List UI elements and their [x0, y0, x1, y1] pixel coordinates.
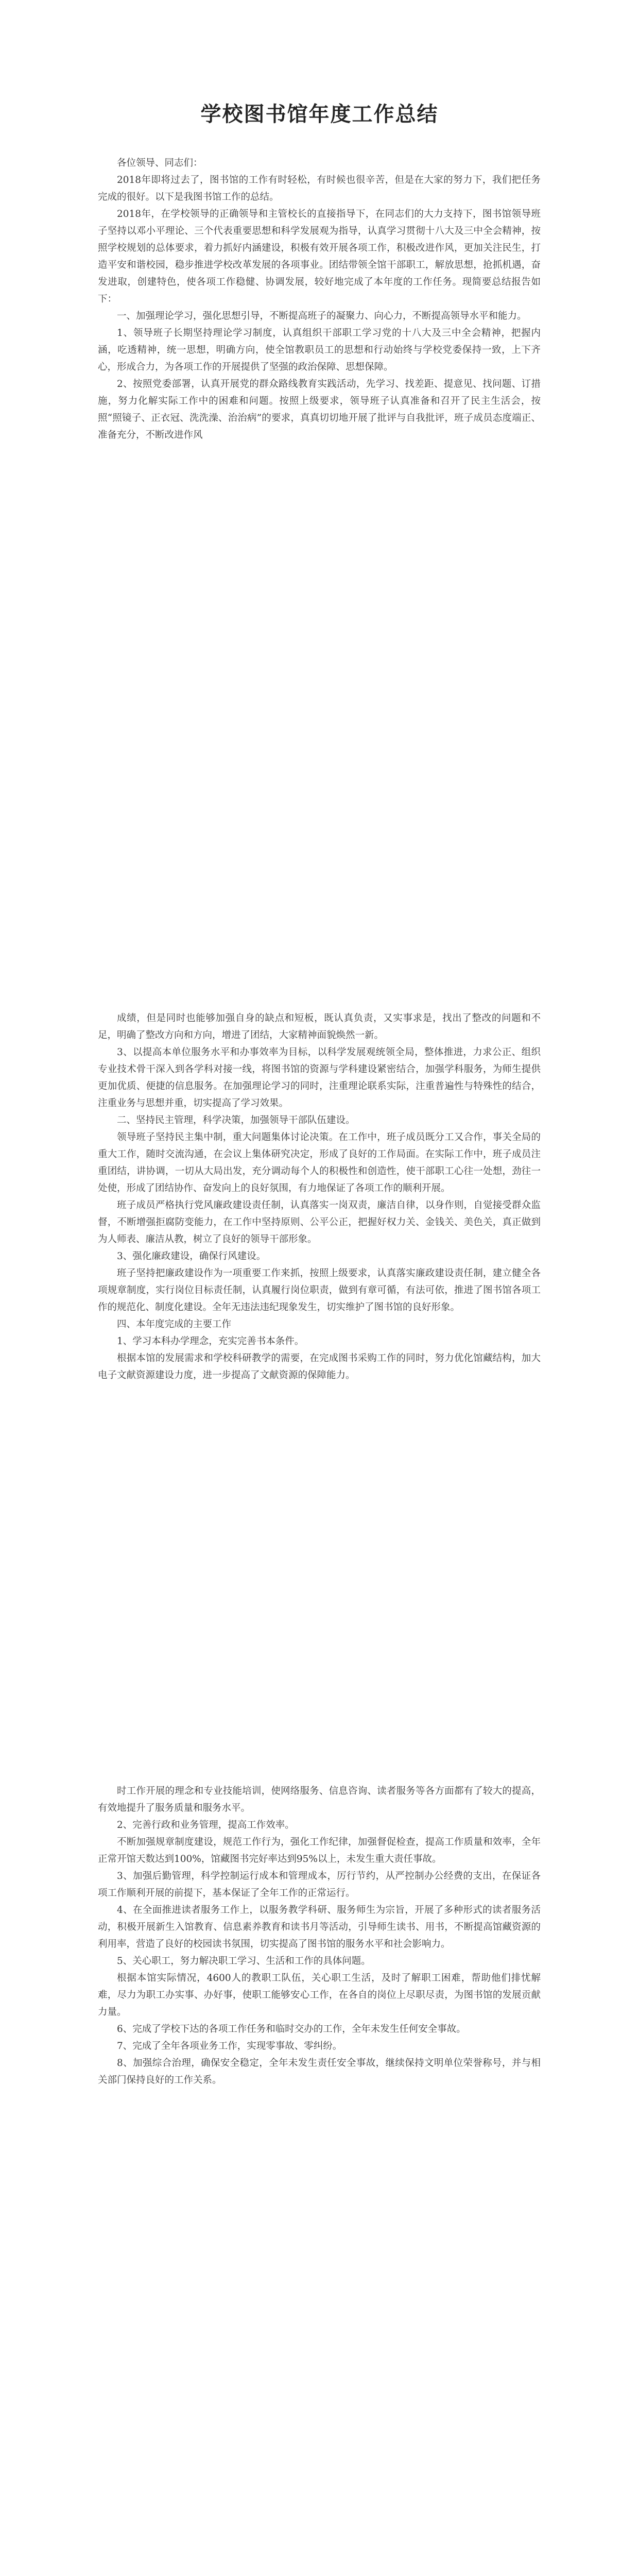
document-section-2: [98, 1010, 541, 1384]
paragraph: 5、关心职工，努力解决职工学习、生活和工作的具体问题。: [117, 1956, 371, 1967]
paragraph: 班子坚持把廉政建设作为一项重要工作来抓，按照上级要求，认真落实廉政建设责任制，建立健全各项规章制度，实行岗位目标责任制，认真履行岗位职责，做到有章可循，有法可依，推进了图书馆各项工作的规范化、制度化建设。全年无违法违纪现象发生，切实维护了图书馆的良好形象。: [98, 1268, 541, 1313]
document-section-3: [98, 1783, 541, 2089]
paragraph: 四、本年度完成的主要工作: [117, 1319, 232, 1330]
paragraph: 4、在全面推进读者服务工作上，以服务教学科研、服务师生为宗旨，开展了多种形式的读者服务活动，积极开展新生入馆教育、信息素养教育和读书月等活动，引导师生读书、用书，不断提高馆藏资源的利用率，营造了良好的校园读书氛围，切实提高了图书馆的服务水平和社会影响力。: [98, 1905, 541, 1950]
paragraph: 3、强化廉政建设，确保行风建设。: [117, 1251, 266, 1262]
paragraph: 各位领导、同志们：: [117, 158, 203, 168]
paragraph: 1、领导班子长期坚持理论学习制度，认真组织干部职工学习党的十八大及三中全会精神，把握内涵，吃透精神，统一思想，明确方向，使全馆教职员工的思想和行动始终与学校党委保持一致，上下齐心，形成合力，为各项工作的开展提供了坚强的政治保障、思想保障。: [98, 328, 541, 372]
document-section-1: [98, 155, 541, 444]
paragraph: 根据本馆的发展需求和学校科研教学的需要，在完成图书采购工作的同时，努力优化馆藏结构，加大电子文献资源建设力度，进一步提高了文献资源的保障能力。: [98, 1353, 541, 1381]
paragraph: 6、完成了学校下达的各项工作任务和临时交办的工作，全年未发生任何安全事故。: [117, 2024, 466, 2035]
paragraph: 8、加强综合治理，确保安全稳定，全年未发生责任安全事故，继续保持文明单位荣誉称号，并与相关部门保持良好的工作关系。: [98, 2058, 541, 2086]
paragraph: 时工作开展的理念和专业技能培训，使网络服务、信息咨询、读者服务等各方面都有了较大的提高，有效地提升了服务质量和服务水平。: [98, 1786, 541, 1814]
paragraph: 不断加强规章制度建设，规范工作行为，强化工作纪律，加强督促检查，提高工作质量和效率，全年正常开馆天数达到100%，馆藏图书完好率达到95%以上，未发生重大责任事故。: [98, 1837, 541, 1865]
paragraph: 成绩，但是同时也能够加强自身的缺点和短板，既认真负责，又实事求是，找出了整改的问题和不足，明确了整改方向和方向，增进了团结，大家精神面貌焕然一新。: [98, 1013, 541, 1041]
page-title: 学校图书馆年度工作总结: [200, 102, 439, 126]
paragraph: 班子成员严格执行党风廉政建设责任制，认真落实一岗双责，廉洁自律，以身作则，自觉接受群众监督，不断增强拒腐防变能力，在工作中坚持原则、公平公正，把握好权力关、金钱关、美色关，真正做到为人师表、廉洁从教，树立了良好的领导干部形象。: [98, 1200, 541, 1245]
paragraph: 二、坚持民主管理，科学决策，加强领导干部队伍建设。: [117, 1115, 355, 1126]
paragraph: 根据本馆实际情况，4600人的教职工队伍，关心职工生活，及时了解职工困难，帮助他们排忧解难，尽力为职工办实事、办好事，使职工能够安心工作，在各自的岗位上尽职尽责，为图书馆的发展贡献力量。: [98, 1973, 541, 2018]
paragraph: 7、完成了全年各项业务工作，实现零事故、零纠纷。: [117, 2041, 342, 2052]
paragraph: 3、加强后勤管理，科学控制运行成本和管理成本，厉行节约，从严控制办公经费的支出，在保证各项工作顺利开展的前提下，基本保证了全年工作的正常运行。: [98, 1871, 541, 1899]
paragraph: 2、完善行政和业务管理，提高工作效率。: [117, 1820, 295, 1831]
paragraph: 一、加强理论学习，强化思想引导，不断提高班子的凝聚力、向心力，不断提高领导水平和能力。: [117, 311, 527, 321]
paragraph: 1、学习本科办学理念，充实完善书本条件。: [117, 1336, 304, 1347]
paragraph: 2018年即将过去了，图书馆的工作有时轻松，有时候也很辛苦，但是在大家的努力下，我们把任务完成的很好。以下是我图书馆工作的总结。: [98, 175, 541, 202]
paragraph: 2018年，在学校领导的正确领导和主管校长的直接指导下，在同志们的大力支持下，图书馆领导班子坚持以邓小平理论、三个代表重要思想和科学发展观为指导，认真学习贯彻十八大及三中全会精神，按照学校规划的总体要求，着力抓好内涵建设，积极有效开展各项工作，积极改进作风，更加关注民生，打造平安和谐校园，稳步推进学校改革发展的各项事业。团结带领全馆干部职工，解放思想，抢抓机遇，奋发进取，创建特色，使各项工作稳健、协调发展，较好地完成了本年度的工作任务。现简要总结报告如下：: [98, 209, 541, 304]
paragraph: 2、按照党委部署，认真开展党的群众路线教育实践活动，先学习、找差距、提意见、找问题、订措施，努力化解实际工作中的困难和问题。按照上级要求，领导班子认真准备和召开了民主生活会，按照“照镜子、正衣冠、洗洗澡、治治病”的要求，真真切切地开展了批评与自我批评，班子成员态度端正、准备充分，不断改进作风: [98, 379, 541, 440]
paragraph: 领导班子坚持民主集中制，重大问题集体讨论决策。在工作中，班子成员既分工又合作，事关全局的重大工作，随时交流沟通，在会议上集体研究决定，形成了良好的工作局面。在实际工作中，班子成员注重团结，讲协调，一切从大局出发，充分调动每个人的积极性和创造性，使干部职工心往一处想，劲往一处使，形成了团结协作、奋发向上的良好氛围，有力地保证了各项工作的顺利开展。: [98, 1132, 541, 1194]
paragraph: 3、以提高本单位服务水平和办事效率为目标，以科学发展观统领全局，整体推进，力求公正、组织专业技术骨干深入到各学科对接一线，将图书馆的资源与学科建设紧密结合，加强学科服务，为师生提供更加优质、便捷的信息服务。在加强理论学习的同时，注重理论联系实际，注重普遍性与特殊性的结合，注重业务与思想并重，切实提高了学习效果。: [98, 1047, 541, 1109]
